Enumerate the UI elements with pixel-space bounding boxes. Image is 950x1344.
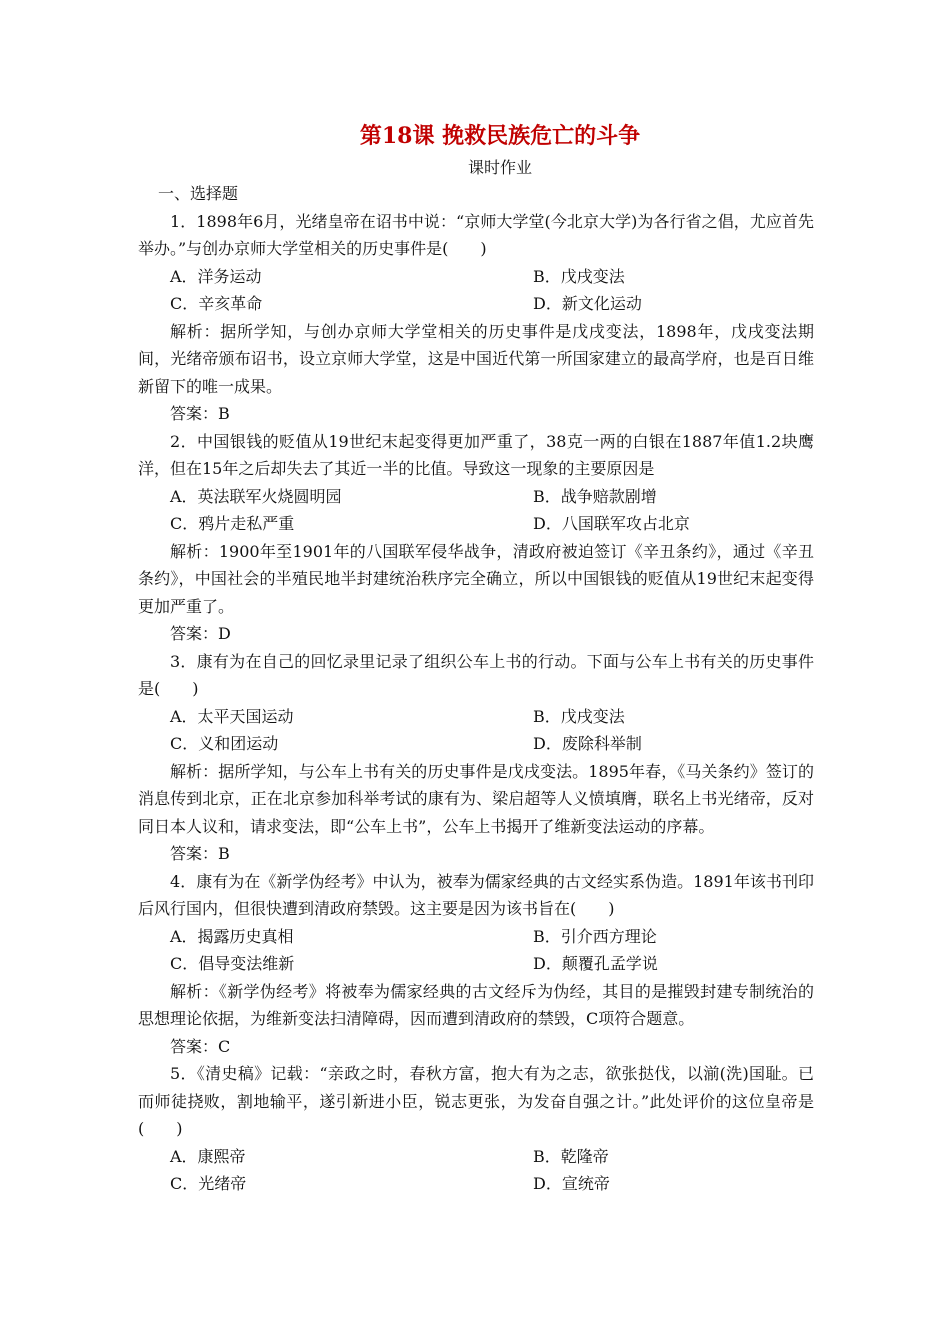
question-stem: 1．1898年6月，光绪皇帝在诏书中说：“京师大学堂(今北京大学)为各行省之倡，尤应首先举办。”与创办京师大学堂相关的历史事件是( ) xyxy=(138,211,814,258)
question-stem: 4．康有为在《新学伪经考》中认为，被奉为儒家经典的古文经实系伪造。1891年该书刊印后风行国内，但很快遭到清政府禁毁。这主要是因为该书旨在( ) xyxy=(138,871,814,918)
question-analysis: 解析：1900年至1901年的八国联军侵华战争，清政府被迫签订《辛丑条约》，通过《辛丑条约》，中国社会的半殖民地半封建统治秩序完全确立，所以中国银钱的贬值从19世纪末起变得更加严重了。 xyxy=(138,541,814,616)
option-d: D．新文化运动 xyxy=(533,294,642,313)
question-stem: 3．康有为在自己的回忆录里记录了组织公车上书的行动。下面与公车上书有关的历史事件是( ) xyxy=(138,651,814,698)
options-row xyxy=(138,510,814,538)
question-3 xyxy=(138,648,814,868)
options-row xyxy=(138,263,814,291)
options-row xyxy=(138,1143,814,1171)
option-d: D．废除科举制 xyxy=(533,734,642,753)
option-a: A．太平天国运动 xyxy=(170,706,294,726)
options-row xyxy=(138,923,814,951)
question-1 xyxy=(138,208,814,428)
question-analysis: 解析：据所学知，与创办京师大学堂相关的历史事件是戊戌变法，1898年，戊戌变法期间，光绪帝颁布诏书，设立京师大学堂，这是中国近代第一所国家建立的最高学府，也是百日维新留下的唯一成果。 xyxy=(138,321,814,396)
page-title: 第18课 挽救民族危亡的斗争 xyxy=(359,123,641,149)
option-a: A．揭露历史真相 xyxy=(170,926,294,946)
options-row xyxy=(138,950,814,978)
options-row xyxy=(138,290,814,318)
options-row xyxy=(138,483,814,511)
question-answer: 答案：C xyxy=(170,1036,231,1056)
question-answer: 答案：D xyxy=(170,624,231,643)
question-4 xyxy=(138,868,814,1061)
question-analysis: 解析：《新学伪经考》将被奉为儒家经典的古文经斥为伪经，其目的是摧毁封建专制统治的思想理论依据，为维新变法扫清障碍，因而遭到清政府的禁毁，C项符合题意。 xyxy=(138,981,814,1028)
option-b: B．战争赔款剧增 xyxy=(533,486,657,506)
page-subtitle: 课时作业 xyxy=(467,158,532,177)
option-c: C．倡导变法维新 xyxy=(170,954,295,973)
question-2 xyxy=(138,428,814,648)
option-c: C．鸦片走私严重 xyxy=(170,514,295,533)
question-answer: 答案：B xyxy=(170,404,230,423)
option-d: D．宣统帝 xyxy=(533,1174,610,1193)
option-c: C．义和团运动 xyxy=(170,734,279,753)
options-row xyxy=(138,730,814,758)
option-a: A．英法联军火烧圆明园 xyxy=(170,486,342,506)
options-row xyxy=(138,703,814,731)
option-b: B．引介西方理论 xyxy=(533,926,657,946)
option-b: B．戊戌变法 xyxy=(533,266,625,286)
option-b: B．乾隆帝 xyxy=(533,1146,609,1166)
question-5 xyxy=(138,1060,814,1198)
question-answer: 答案：B xyxy=(170,844,230,863)
section-heading: 一、选择题 xyxy=(158,184,239,203)
option-d: D．颠覆孔孟学说 xyxy=(533,954,658,973)
option-a: A．康熙帝 xyxy=(170,1146,246,1166)
option-d: D．八国联军攻占北京 xyxy=(533,514,690,533)
option-a: A．洋务运动 xyxy=(170,266,262,286)
option-c: C．辛亥革命 xyxy=(170,294,263,313)
option-b: B．戊戌变法 xyxy=(533,706,625,726)
question-stem: 2．中国银钱的贬值从19世纪末起变得更加严重了，38克一两的白银在1887年值1.2块鹰洋，但在15年之后却失去了其近一半的比值。导致这一现象的主要原因是 xyxy=(138,431,814,478)
option-c: C．光绪帝 xyxy=(170,1174,247,1193)
document-body xyxy=(138,180,814,1198)
question-analysis: 解析：据所学知，与公车上书有关的历史事件是戊戌变法。1895年春，《马关条约》签订的消息传到北京，正在北京参加科举考试的康有为、梁启超等人义愤填膺，联名上书光绪帝，反对同日本人议和，请求变法，即“公车上书”，公车上书揭开了维新变法运动的序幕。 xyxy=(138,761,814,836)
options-row xyxy=(138,1170,814,1198)
question-stem: 5．《清史稿》记载：“亲政之时，春秋方富，抱大有为之志，欲张挞伐，以湔(洗)国耻。已而师徒挠败，割地输平，遂引新进小臣，锐志更张，为发奋自强之计。”此处评价的这位皇帝是( ) xyxy=(138,1064,814,1138)
